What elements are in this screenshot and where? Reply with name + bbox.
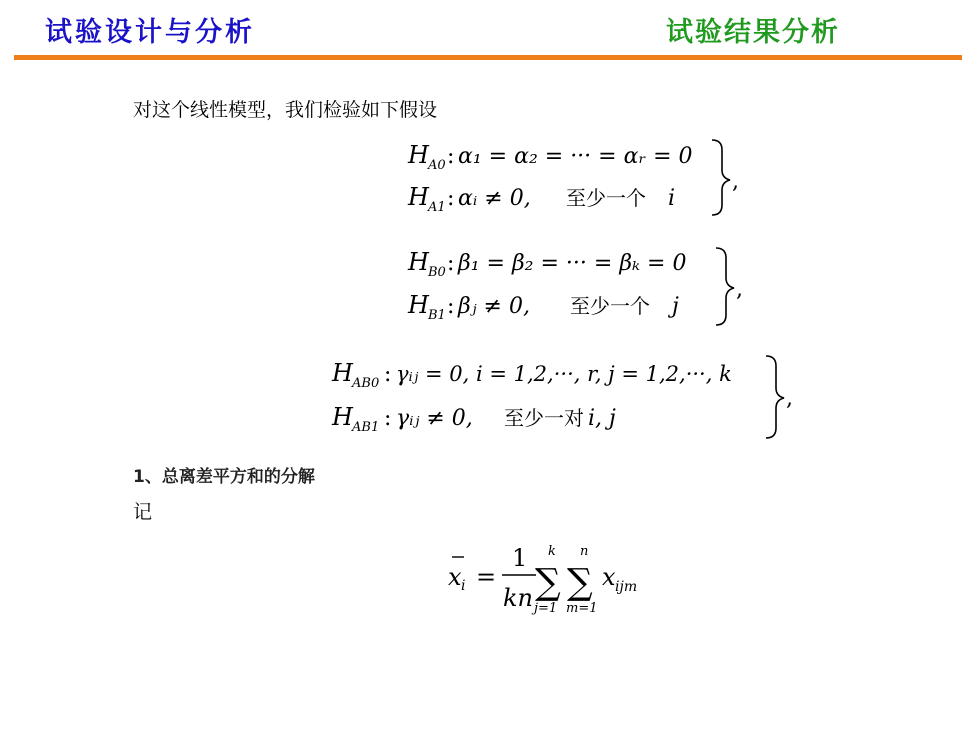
h-ab0-label: AB0 [352,376,380,391]
course-title: 试验设计与分析 [45,17,255,48]
formula-lhs-x: x [448,563,462,591]
h-b0-colon: : [447,251,455,276]
h-b0-label: B0 [428,265,446,280]
h-a1-var: i [668,186,676,211]
formula-lhs-sub: i [461,578,466,594]
h-b1-label: B1 [428,308,446,323]
intro-text: 对这个线性模型，我们检验如下假设 [133,99,438,121]
h-ab1-var: i, j [588,406,616,431]
sum1-sigma-icon: ∑ [535,562,561,603]
h-ab1-label: AB1 [352,420,380,435]
sum1-lower: j=1 [534,601,558,616]
h-ab0-expr: γᵢⱼ = 0, i = 1,2,···, r, j = 1,2,···, k [396,362,732,386]
h-ab1-symbol: H [332,403,353,431]
sum2-lower: m=1 [566,601,598,616]
brace-ab-comma: , [786,386,793,411]
h-b1-var: j [672,294,679,319]
section-title: 试验结果分析 [666,17,840,48]
h-b1-qualifier: 至少一个 [570,294,650,318]
h-ab1-colon: : [384,406,392,431]
h-a0-label: A0 [428,158,446,173]
h-a1-expr: αᵢ ≠ 0, [458,186,531,211]
formula-denominator: kn [503,584,533,612]
brace-a-comma: , [732,169,739,194]
formula-numerator: 1 [512,544,528,572]
h-b0-expr: β₁ = β₂ = ··· = βₖ = 0 [458,251,687,276]
h-a0-expr: α₁ = α₂ = ··· = αᵣ = 0 [458,144,693,169]
formula-term-sub: ijm [615,579,638,595]
note-word: 记 [133,501,153,523]
h-a1-symbol: H [408,183,429,211]
brace-b-comma: , [736,277,743,302]
h-ab1-qualifier: 至少一对 [504,406,584,430]
brace-ab-icon [766,356,784,438]
h-a1-label: A1 [428,200,446,215]
sum1-upper: k [548,544,556,559]
h-b1-colon: : [447,294,455,319]
h-b1-symbol: H [408,291,429,319]
h-b0-symbol: H [408,248,429,276]
h-b1-expr: βⱼ ≠ 0, [458,294,530,319]
section-heading: 1、总离差平方和的分解 [133,467,315,487]
mean-formula [448,544,637,616]
h-a0-symbol: H [408,141,429,169]
sum2-sigma-icon: ∑ [567,562,593,603]
brace-b-icon [716,248,734,325]
formula-equals: = [476,563,497,591]
h-a1-qualifier: 至少一个 [566,186,646,210]
brace-a-icon [712,140,730,215]
formula-term: x [602,563,616,591]
sum2-upper: n [580,544,589,559]
h-ab1-expr: γᵢⱼ ≠ 0, [396,406,473,431]
hypothesis-a-group [407,140,739,215]
hypothesis-b-group [407,248,743,325]
h-ab0-symbol: H [332,359,353,387]
h-a1-colon: : [447,186,455,211]
h-ab0-colon: : [384,362,392,387]
hypothesis-ab-group [331,356,793,438]
h-a0-colon: : [447,144,455,169]
